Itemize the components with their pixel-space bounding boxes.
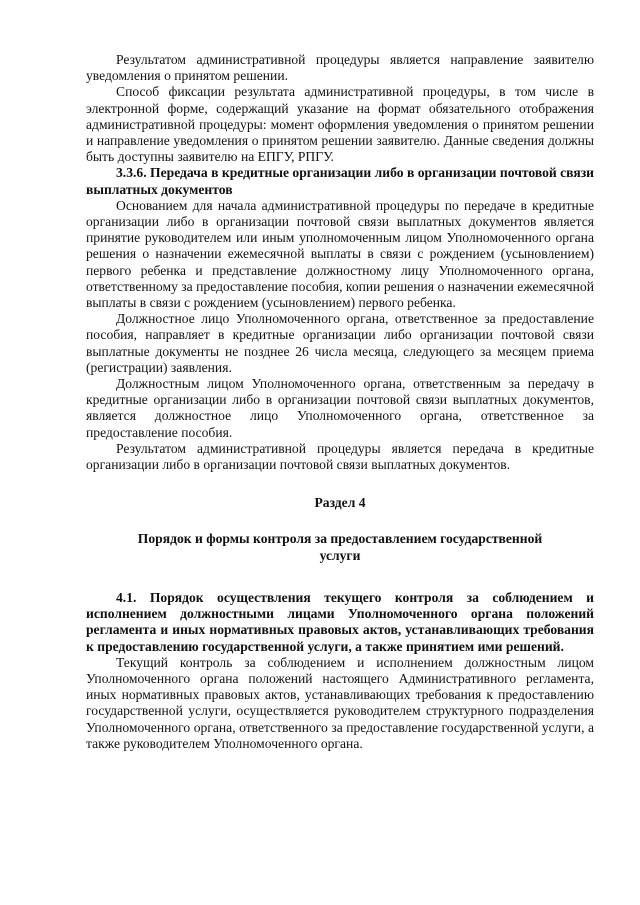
paragraph-current-control: Текущий контроль за соблюдением и исполнением должностным лицом Уполномоченного органа положений настоящего Административного регламента, иных нормативных правовых актов, устанавливающих требования к предоставлению государственной услуги, осуществляется руководителем структурного подразделения Уполномоченного органа, ответственного за предоставление государственной услуги, а также руководителем Уполномоченного органа. xyxy=(86,654,594,751)
paragraph-procedure-result: Результатом административной процедуры является передача в кредитные организации либо в организации почтовой связи выплатных документов. xyxy=(86,440,594,473)
paragraph-result-notification: Результатом административной процедуры является направление заявителю уведомления о принятом решении. xyxy=(86,52,594,84)
heading-3-3-6: 3.3.6. Передача в кредитные организации либо в организации почтовой связи выплатных документов xyxy=(86,165,594,197)
paragraph-procedure-basis: Основанием для начала административной процедуры по передаче в кредитные организации либо в организации почтовой связи выплатных документов является принятие руководителем или иным уполномоченным лицом Уполномоченного органа решения о назначении ежемесячной выплаты в связи с рождением (усыновлением) первого ребенка и представление должностному лицу Уполномоченного органа, ответственному за предоставление пособия, копии решения о назначении ежемесячной выплаты в связи с рождением (усыновлением) первого ребенка. xyxy=(86,197,594,311)
section-subtitle: Порядок и формы контроля за предоставлением государственной услуги xyxy=(137,531,543,563)
heading-4-1: 4.1. Порядок осуществления текущего контроля за соблюдением и исполнением должностными лицами Уполномоченного органа положений регламента и иных нормативных правовых актов, устанавливающих требования к предоставлению государственной услуги, а также принятием ими решений. xyxy=(86,589,594,654)
section-title: Раздел 4 xyxy=(314,495,366,511)
paragraph-fixation-method: Способ фиксации результата административной процедуры, в том числе в электронной форме, содержащий указание на формат обязательного отображения административной процедуры: момент оформления уведомления о принятом решении и направление уведомления о принятом решении заявителю. Данные сведения должны быть доступны заявителю на ЕПГУ, РПГУ. xyxy=(86,84,594,165)
paragraph-official-sends: Должностное лицо Уполномоченного органа, ответственное за предоставление пособия, направляет в кредитные организации либо организации почтовой связи выплатные документы не позднее 26 числа месяца, следующего за месяцем приема (регистрации) заявления. xyxy=(86,311,594,375)
paragraph-responsible-official: Должностным лицом Уполномоченного органа, ответственным за передачу в кредитные организации либо в организации почтовой связи выплатных документов, является должностное лицо Уполномоченного органа, ответственное за предоставление пособия. xyxy=(86,376,594,440)
